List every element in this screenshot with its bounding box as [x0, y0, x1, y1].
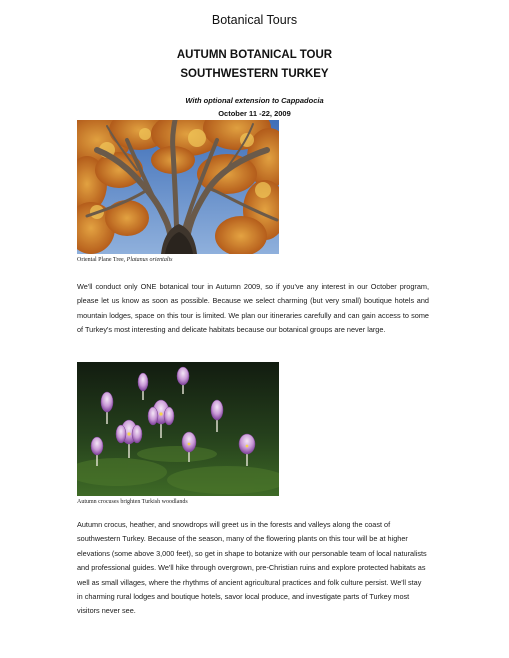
- caption-latin-name: Platanus orientalis: [126, 257, 173, 263]
- detail-paragraph: Autumn crocus, heather, and snowdrops will greet us in the forests and valleys along the coast of southwestern Turkey. Because of the season, many of the flowering plants on this tour will be at higher elevations (some above 3,000 feet), so get in shape to botanize with our personable team of local naturalists and professional guides. We'll hike through overgrown, pre-Christian ruins and explore protected habitats as well as small villages, where the rhythms of ancient agricultural practices and folk culture persist. We'll stay in charming rural lodges and boutique hotels, savor local produce, and investigate parts of Turkey most visitors never see.: [77, 520, 427, 616]
- tour-title-line-1: AUTUMN BOTANICAL TOUR: [176, 49, 333, 61]
- crocus-photo: [77, 362, 279, 496]
- crocus-caption: Autumn crocuses brighten Turkish woodlands: [77, 499, 188, 505]
- caption-common-name: Oriental Plane Tree,: [77, 257, 126, 263]
- plane-tree-photo: [77, 120, 279, 254]
- site-title: Botanical Tours: [211, 13, 298, 27]
- tour-subtitle: With optional extension to Cappadocia: [185, 96, 324, 105]
- tour-dates: October 11 -22, 2009: [218, 109, 291, 118]
- intro-paragraph: We'll conduct only ONE botanical tour in Autumn 2009, so if you've any interest in our October program, please let us know as soon as possible. Because we select charming (but very small) boutique hotels and mountain lodges, space on this tour is limited. We plan our itineraries carefully and can gain access to some of Turkey's most interesting and delicate habitats because our botanical groups are never large.: [77, 282, 429, 335]
- tour-title: [0, 46, 509, 84]
- tour-title-line-2: SOUTHWESTERN TURKEY: [180, 68, 329, 80]
- plane-tree-caption: [77, 257, 173, 263]
